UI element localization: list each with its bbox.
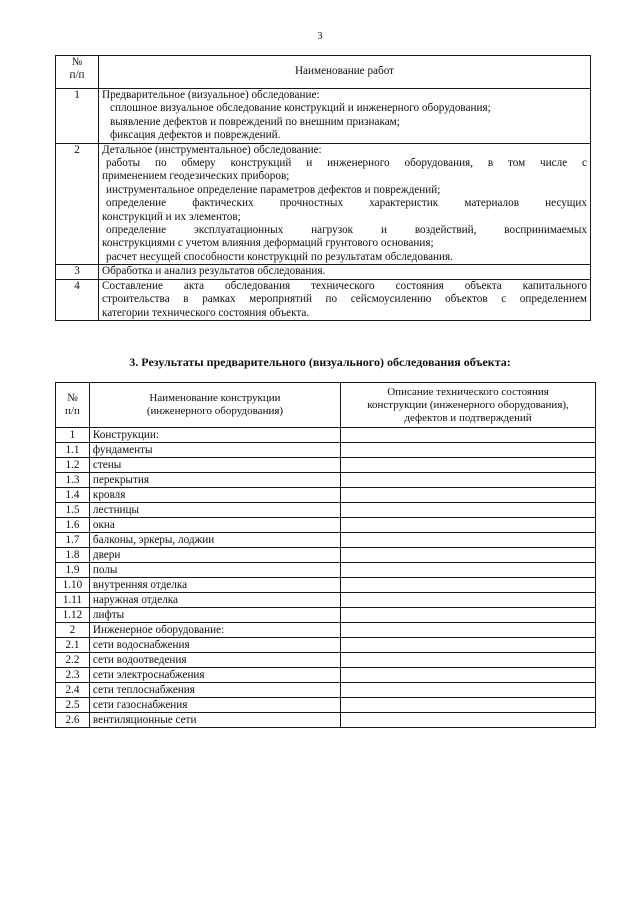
works-line: фиксация дефектов и повреждений. xyxy=(110,129,281,142)
works-row-3 xyxy=(56,265,591,279)
condition-description-cell[interactable] xyxy=(341,518,596,533)
construction-name: Конструкции: xyxy=(89,428,340,443)
works-line: работы по обмеру конструкций и инженерного оборудования, в том числе с xyxy=(106,157,587,170)
row-number: 1.12 xyxy=(56,608,90,623)
row-number: 1.3 xyxy=(56,473,90,488)
works-row-num: 2 xyxy=(56,143,99,265)
works-line: Составление акта обследования технического состояния объекта капитального xyxy=(102,279,587,292)
condition-description-cell[interactable] xyxy=(341,443,596,458)
construction-name: сети водоотведения xyxy=(89,653,340,668)
construction-name: сети электроснабжения xyxy=(89,668,340,683)
works-line: конструкций и их элементов; xyxy=(102,210,241,223)
works-table-header xyxy=(56,56,591,89)
construction-name: балконы, эркеры, лоджии xyxy=(89,533,340,548)
works-header-num-line2: п/п xyxy=(69,69,85,82)
table-row xyxy=(56,593,596,608)
table-row xyxy=(56,518,596,533)
construction-name: внутренняя отделка xyxy=(89,578,340,593)
works-line: применением геодезических приборов; xyxy=(102,170,290,183)
works-row-num: 1 xyxy=(56,89,99,144)
condition-description-cell[interactable] xyxy=(341,563,596,578)
construction-name: фундаменты xyxy=(89,443,340,458)
construction-name: лестницы xyxy=(89,503,340,518)
results-header-name-line1: Наименование конструкции xyxy=(149,392,281,404)
condition-description-cell[interactable] xyxy=(341,608,596,623)
table-row xyxy=(56,638,596,653)
works-row-num: 4 xyxy=(56,279,99,320)
row-number: 2.6 xyxy=(56,713,90,728)
construction-name: наружная отделка xyxy=(89,593,340,608)
works-line: строительства в рамках мероприятий по сейсмоусилению объектов с определением xyxy=(102,293,587,306)
condition-description-cell[interactable] xyxy=(341,428,596,443)
results-header-name xyxy=(89,383,340,428)
results-header-num-line1: № xyxy=(67,392,78,404)
row-number: 2 xyxy=(56,623,90,638)
table-row xyxy=(56,458,596,473)
results-header-num xyxy=(56,383,90,428)
condition-description-cell[interactable] xyxy=(341,713,596,728)
results-header-name-line2: (инженерного оборудования) xyxy=(146,405,284,417)
section-heading: 3. Результаты предварительного (визуального) обследования объекта: xyxy=(129,355,511,369)
table-row xyxy=(56,698,596,713)
row-number: 1.2 xyxy=(56,458,90,473)
works-line: определение эксплуатационных нагрузок и воздействий, воспринимаемых xyxy=(106,224,587,237)
table-row xyxy=(56,533,596,548)
works-row-4 xyxy=(56,279,591,320)
works-row-content xyxy=(99,89,591,144)
table-row xyxy=(56,713,596,728)
works-line: конструкциями с учетом влияния деформаций грунтового основания; xyxy=(102,237,434,250)
construction-name: сети теплоснабжения xyxy=(89,683,340,698)
table-row xyxy=(56,683,596,698)
results-header-desc-line1: Описание технического состояния xyxy=(387,385,549,398)
condition-description-cell[interactable] xyxy=(341,578,596,593)
construction-name: Инженерное оборудование: xyxy=(89,623,340,638)
construction-name: сети газоснабжения xyxy=(89,698,340,713)
construction-name: окна xyxy=(89,518,340,533)
row-number: 2.3 xyxy=(56,668,90,683)
results-header-desc-line2: конструкции (инженерного оборудования), xyxy=(367,398,569,411)
row-number: 2.2 xyxy=(56,653,90,668)
row-number: 1.9 xyxy=(56,563,90,578)
works-line: расчет несущей способности конструкций по результатам обследования. xyxy=(106,250,453,263)
table-row xyxy=(56,428,596,443)
condition-description-cell[interactable] xyxy=(341,548,596,563)
works-row-content xyxy=(99,279,591,320)
works-line: Обработка и анализ результатов обследования. xyxy=(102,265,326,278)
results-table xyxy=(55,382,596,728)
row-number: 1.4 xyxy=(56,488,90,503)
row-number: 1.11 xyxy=(56,593,90,608)
row-number: 2.5 xyxy=(56,698,90,713)
condition-description-cell[interactable] xyxy=(341,533,596,548)
construction-name: вентиляционные сети xyxy=(89,713,340,728)
works-header-num-line1: № xyxy=(71,56,83,68)
table-row xyxy=(56,473,596,488)
construction-name: перекрытия xyxy=(89,473,340,488)
table-row xyxy=(56,488,596,503)
works-row-2 xyxy=(56,143,591,265)
works-line: выявление дефектов и повреждений по внешним признакам; xyxy=(110,115,400,128)
works-row-num: 3 xyxy=(56,265,99,279)
row-number: 1.6 xyxy=(56,518,90,533)
construction-name: двери xyxy=(89,548,340,563)
row-number: 1.7 xyxy=(56,533,90,548)
row-number: 1.8 xyxy=(56,548,90,563)
table-row xyxy=(56,503,596,518)
condition-description-cell[interactable] xyxy=(341,668,596,683)
table-row xyxy=(56,578,596,593)
row-number: 1.1 xyxy=(56,443,90,458)
results-body xyxy=(56,428,596,728)
condition-description-cell[interactable] xyxy=(341,653,596,668)
results-header-desc-line3: дефектов и подтверждений xyxy=(404,411,532,424)
works-table xyxy=(55,55,591,321)
results-header-desc xyxy=(341,383,596,428)
condition-description-cell[interactable] xyxy=(341,503,596,518)
works-row-1 xyxy=(56,89,591,144)
works-line: Предварительное (визуальное) обследование: xyxy=(102,89,320,101)
construction-name: лифты xyxy=(89,608,340,623)
table-row xyxy=(56,668,596,683)
works-row-content xyxy=(99,143,591,265)
construction-name: стены xyxy=(89,458,340,473)
results-table-header xyxy=(56,383,596,428)
works-row-content xyxy=(99,265,591,279)
row-number: 1.10 xyxy=(56,578,90,593)
condition-description-cell[interactable] xyxy=(341,683,596,698)
works-line: категории технического состояния объекта. xyxy=(102,306,310,319)
table-row xyxy=(56,623,596,638)
condition-description-cell[interactable] xyxy=(341,488,596,503)
table-row xyxy=(56,548,596,563)
condition-description-cell[interactable] xyxy=(341,473,596,488)
condition-description-cell[interactable] xyxy=(341,623,596,638)
page-number: 3 xyxy=(317,31,323,42)
construction-name: полы xyxy=(89,563,340,578)
condition-description-cell[interactable] xyxy=(341,458,596,473)
table-row xyxy=(56,653,596,668)
works-header-title: Наименование работ xyxy=(99,56,591,89)
table-row xyxy=(56,563,596,578)
works-line: определение фактических прочностных характеристик материалов несущих xyxy=(106,197,587,210)
results-header-num-line2: п/п xyxy=(65,405,80,417)
works-line: инструментальное определение параметров дефектов и повреждений; xyxy=(106,183,441,196)
table-row xyxy=(56,608,596,623)
condition-description-cell[interactable] xyxy=(341,638,596,653)
construction-name: сети водоснабжения xyxy=(89,638,340,653)
row-number: 1.5 xyxy=(56,503,90,518)
row-number: 1 xyxy=(56,428,90,443)
table-row xyxy=(56,443,596,458)
construction-name: кровля xyxy=(89,488,340,503)
works-line: Детальное (инструментальное) обследование: xyxy=(102,143,322,156)
row-number: 2.1 xyxy=(56,638,90,653)
works-line: сплошное визуальное обследование конструкций и инженерного оборудования; xyxy=(110,102,491,115)
condition-description-cell[interactable] xyxy=(341,698,596,713)
condition-description-cell[interactable] xyxy=(341,593,596,608)
row-number: 2.4 xyxy=(56,683,90,698)
works-header-num xyxy=(56,56,99,89)
